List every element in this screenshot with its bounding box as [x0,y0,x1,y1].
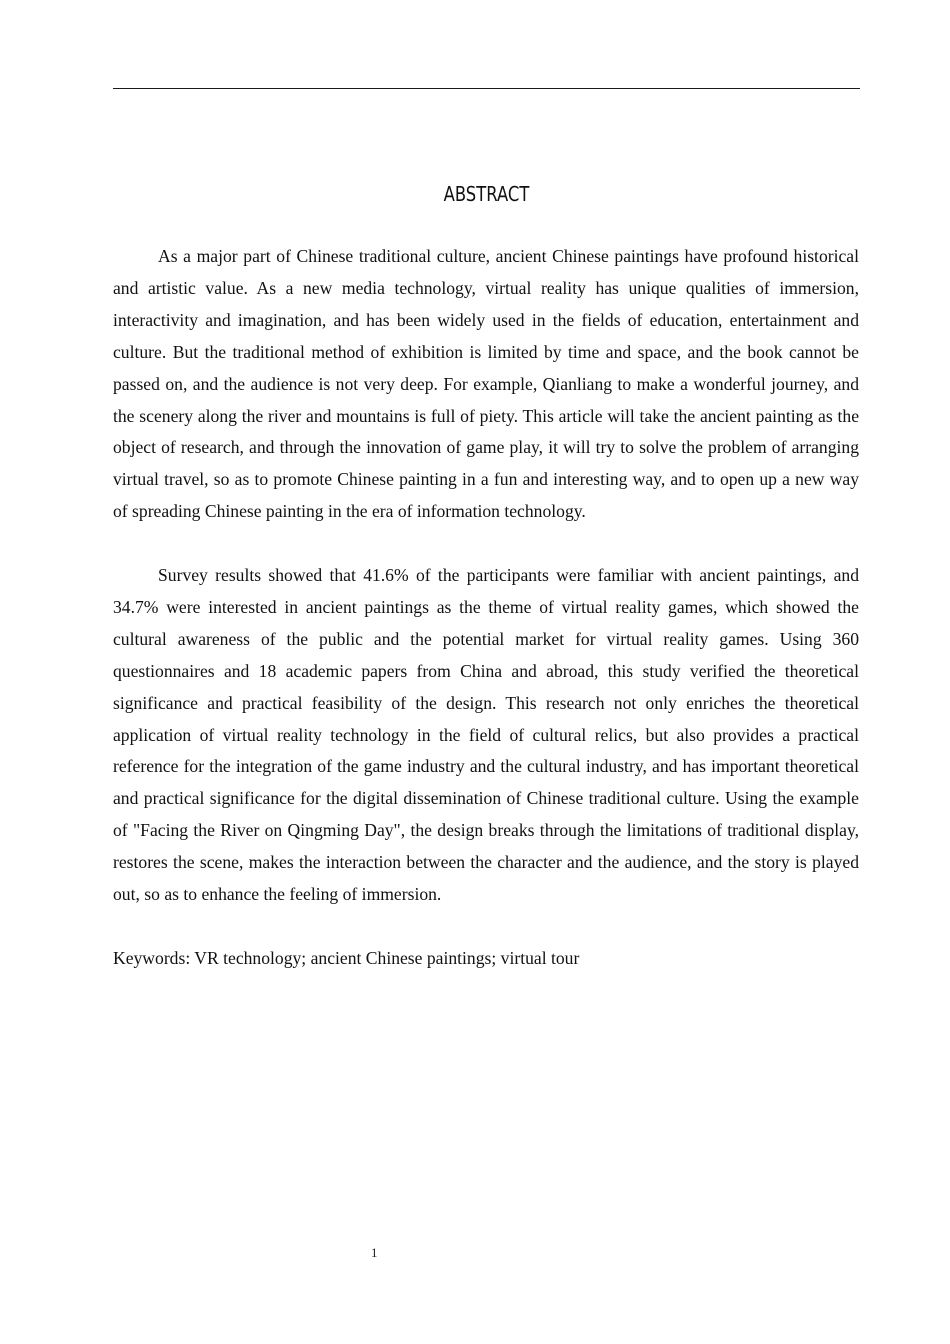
abstract-paragraph-1: As a major part of Chinese traditional culture, ancient Chinese paintings have profound historical and artistic value. As a new media technology, virtual reality has unique qualities of immersion, interactivity and imagination, and has been widely used in the fields of education, entertainment and culture. But the traditional method of exhibition is limited by time and space, and the book cannot be passed on, and the audience is not very deep. For example, Qianliang to make a wonderful journey, and the scenery along the river and mountains is full of piety. This article will take the ancient painting as the object of research, and through the innovation of game play, it will try to solve the problem of arranging virtual travel, so as to promote Chinese painting in a fun and interesting way, and to open up a new way of spreading Chinese painting in the era of information technology. [113,246,859,522]
abstract-title: ABSTRACT [443,182,530,206]
abstract-paragraph-2: Survey results showed that 41.6% of the participants were familiar with ancient paintings, and 34.7% were interested in ancient paintings as the theme of virtual reality games, which showed the cultural awareness of the public and the potential market for virtual reality games. Using 360 questionnaires and 18 academic papers from China and abroad, this study verified the theoretical significance and practical feasibility of the design. This research not only enriches the theoretical application of virtual reality technology in the field of cultural relics, but also provides a practical reference for the integration of the game industry and the cultural industry, and has important theoretical and practical significance for the digital dissemination of Chinese traditional culture. Using the example of "Facing the River on Qingming Day", the design breaks through the limitations of traditional display, restores the scene, makes the interaction between the character and the audience, and the story is played out, so as to enhance the feeling of immersion. [113,565,859,905]
abstract-body [113,241,859,975]
header-rule [113,88,860,89]
page-number: 1 [371,1245,378,1260]
keywords-line: Keywords: VR technology; ancient Chinese paintings; virtual tour [113,947,580,968]
